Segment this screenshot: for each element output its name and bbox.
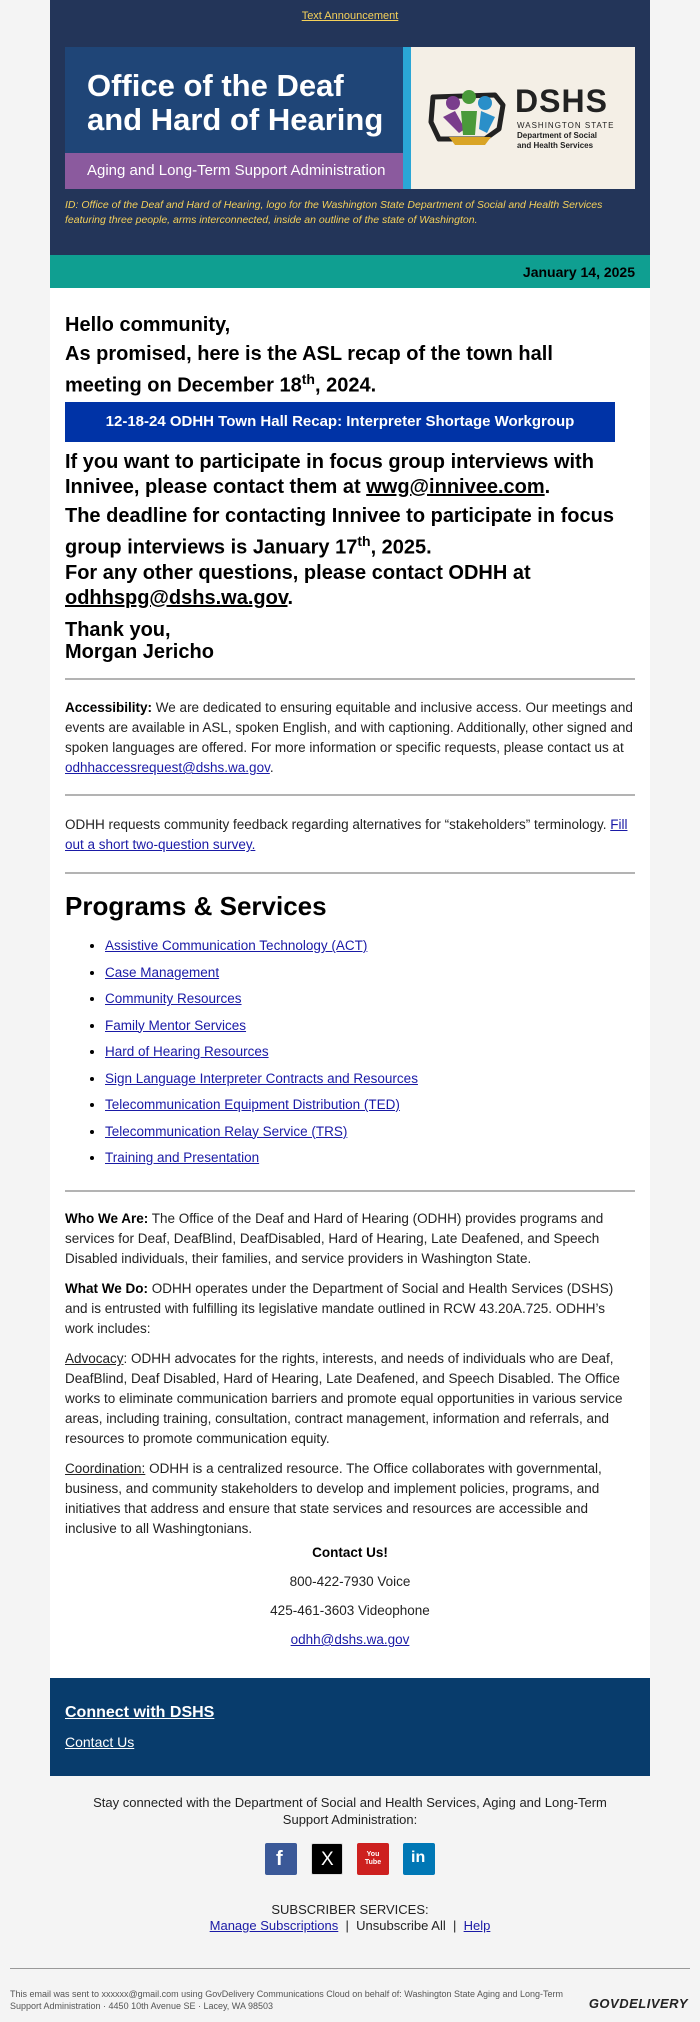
program-link[interactable]: Family Mentor Services (105, 1017, 247, 1033)
banner-title: Office of the Deaf and Hard of Hearing (87, 68, 384, 137)
town-hall-recap-button[interactable]: 12-18-24 ODHH Town Hall Recap: Interpreter Shortage Workgroup (65, 402, 615, 442)
recap-intro-text: As promised, here is the ASL recap of the town hall meeting on December 18 (65, 343, 553, 397)
innivee-email-link[interactable]: wwg@innivee.com (366, 476, 545, 498)
linkedin-glyph: in (411, 1849, 426, 1866)
connect-with-dshs-link[interactable]: Connect with DSHS (65, 1704, 215, 1721)
program-link[interactable]: Telecommunication Equipment Distribution (TED) (105, 1097, 400, 1112)
survey-link[interactable]: Fill out a short two-question survey. (65, 817, 628, 852)
thanks: Thank you, (65, 619, 171, 641)
feedback-request (65, 815, 635, 855)
govdelivery-logo: GOVDELIVERY (588, 1996, 688, 2011)
banner-left (65, 47, 403, 189)
recap-intro-sup: th (301, 371, 315, 387)
who-we-are-text: The Office of the Deaf and Hard of Hearing (ODHH) provides programs and services for Deaf, DeafBlind, DeafDisabled, Hard of Hearing, Late Deafened, and Speech Disabled individuals, their families, and service providers in Washington State. (65, 1211, 604, 1266)
connect-footer (50, 1678, 650, 1776)
advocacy-label: Advocacy (65, 1351, 124, 1366)
feedback-text: ODHH requests community feedback regarding alternatives for “stakeholders” terminology. (65, 817, 611, 832)
program-link[interactable]: Case Management (105, 964, 220, 980)
stay-connected: Stay connected with the Department of Social and Health Services, Aging and Long-Term Support Administration: (93, 1795, 607, 1827)
accessibility-statement (65, 698, 635, 778)
program-link[interactable]: Training and Presentation (105, 1150, 260, 1165)
recap-intro-end: , 2024. (314, 374, 377, 397)
facebook-icon[interactable] (265, 1843, 297, 1875)
linkedin-icon[interactable] (403, 1843, 435, 1875)
program-list-item (105, 936, 635, 963)
program-link[interactable]: Community Resources (105, 991, 242, 1006)
program-list-item (105, 1042, 635, 1069)
divider (65, 794, 635, 796)
contact-voice: 800-422-7930 Voice (289, 1574, 411, 1589)
odhhspg-email-link[interactable]: odhhspg@dshs.wa.gov (65, 587, 288, 609)
dshs-logo-dept-2: and Health Services (517, 141, 594, 150)
text-announcement-link[interactable]: Text Announcement (301, 10, 399, 22)
date-bar (50, 255, 650, 288)
coordination-text: ODHH is a centralized resource. The Office collaborates with governmental, business, and community stakeholders to develop and implement policies, programs, and initiatives that address and ensure that state services and resources are accessible and inclusive to all Washingtonians. (65, 1461, 602, 1536)
divider (65, 1190, 635, 1192)
accessibility-end: . (269, 760, 274, 775)
youtube-glyph: You Tube (364, 1851, 382, 1866)
dshs-logo-text: DSHS (515, 83, 608, 119)
footer-divider (10, 1968, 690, 1969)
who-we-are (65, 1209, 635, 1269)
coordination-label: Coordination: (65, 1461, 146, 1476)
program-list-item (105, 1148, 635, 1175)
what-we-do-text: ODHH operates under the Department of Social and Health Services (DSHS) and is entrusted with fulfilling its legislative mandate outlined in RCW 43.20A.725. ODHH’s work includes: (65, 1281, 614, 1336)
programs-list (65, 936, 635, 1175)
contact-email (65, 1630, 635, 1650)
program-link[interactable]: Sign Language Interpreter Contracts and Resources (105, 1070, 418, 1086)
program-list-item (105, 989, 635, 1016)
facebook-glyph: f (276, 1848, 283, 1870)
deadline-copy: The deadline for contacting Innivee to participate in focus group interviews is January 17 (65, 505, 614, 559)
x-icon[interactable] (311, 1843, 343, 1875)
header-banner (65, 47, 635, 189)
header (50, 0, 650, 255)
dshs-logo (425, 67, 625, 167)
greeting: Hello community, (65, 314, 231, 336)
program-link[interactable]: Telecommunication Relay Service (TRS) (105, 1123, 348, 1139)
access-request-email-link[interactable]: odhhaccessrequest@dshs.wa.gov (65, 760, 270, 775)
deadline-end: , 2025. (370, 536, 432, 559)
program-list-item (105, 1069, 635, 1096)
help-link[interactable]: Help (463, 1918, 491, 1933)
subscriber-services-heading: SUBSCRIBER SERVICES: (271, 1902, 429, 1917)
advocacy (65, 1349, 635, 1449)
signature: Morgan Jericho (65, 641, 214, 663)
contact-us-link[interactable]: Contact Us (65, 1734, 135, 1750)
accessibility-text: We are dedicated to ensuring equitable and inclusive access. Our meetings and events are available in ASL, spoken English, and with captioning. Additionally, other signed and spoken languages are offered. For more information or specific requests, please contact us at (65, 700, 633, 755)
divider (65, 678, 635, 680)
banner-subtitle: Aging and Long-Term Support Administration (65, 153, 403, 189)
program-list-item (105, 1095, 635, 1122)
accessibility-label: Accessibility: (65, 700, 153, 715)
focus-group-copy: If you want to participate in focus group interviews with Innivee, please contact them at (65, 451, 594, 498)
deadline-text (65, 504, 635, 561)
questions-copy: For any other questions, please contact ODHH at (65, 562, 531, 584)
contact-videophone: 425-461-3603 Videophone (270, 1603, 430, 1618)
subscriber-services (0, 1902, 700, 1934)
connect-heading (65, 1704, 214, 1722)
program-list-item (105, 1122, 635, 1149)
footer-footnote: This email was sent to xxxxxx@gmail.com using GovDelivery Communications Cloud on behalf of: Washington State Aging and Long-Term Support Administration · 4450 10th Avenue SE · Lacey, WA 98503 (10, 1989, 564, 2011)
programs-heading: Programs & Services (65, 891, 327, 921)
odhh-email-link[interactable]: odhh@dshs.wa.gov (290, 1632, 410, 1647)
contact-us (65, 1734, 134, 1750)
dshs-logo-dept-1: Department of Social (517, 131, 598, 140)
advocacy-text: : ODHH advocates for the rights, interests, and needs of individuals who are Deaf, DeafBlind, Deaf Disabled, Hard of Hearing, Late Deafened, and Speech Disabled. The Office works to eliminate communication barriers and promote equal opportunities in various service areas, including training, consultation, contract management, information and referrals, and resources to promote communication equity. (65, 1351, 623, 1446)
image-description: ID: Office of the Deaf and Hard of Hearing, logo for the Washington State Department of Social and Health Services featuring three people, arms interconnected, inside an outline of the state of Washington. (65, 199, 603, 226)
main-content (50, 288, 650, 1678)
separator: | (345, 1918, 349, 1933)
what-we-do (65, 1279, 635, 1339)
program-list-item (105, 1016, 635, 1043)
coordination (65, 1459, 635, 1539)
program-link[interactable]: Assistive Communication Technology (ACT) (105, 938, 368, 953)
separator: | (452, 1918, 457, 1933)
program-link[interactable]: Hard of Hearing Resources (105, 1044, 269, 1059)
text-announcement (50, 10, 650, 22)
youtube-icon[interactable] (357, 1843, 389, 1875)
banner-divider (403, 47, 411, 189)
date-label: January 14, 2025 (522, 264, 635, 280)
focus-group-text (65, 450, 635, 500)
divider (65, 872, 635, 874)
x-glyph: X (321, 1849, 334, 1870)
program-list-item (105, 963, 635, 990)
unsubscribe-all-link[interactable]: Unsubscribe All (356, 1918, 446, 1933)
who-we-are-label: Who We Are: (65, 1211, 149, 1226)
recap-intro (65, 342, 635, 399)
manage-subscriptions-link[interactable]: Manage Subscriptions (209, 1918, 339, 1933)
subscriber-links (0, 1918, 700, 1934)
what-we-do-label: What We Do: (65, 1281, 148, 1296)
deadline-sup: th (357, 533, 371, 549)
contact-heading: Contact Us! (312, 1545, 388, 1560)
dshs-logo-state: WASHINGTON STATE (517, 121, 615, 130)
focus-group-end: . (544, 476, 551, 498)
questions-end: . (287, 587, 294, 609)
questions-text (65, 561, 635, 611)
